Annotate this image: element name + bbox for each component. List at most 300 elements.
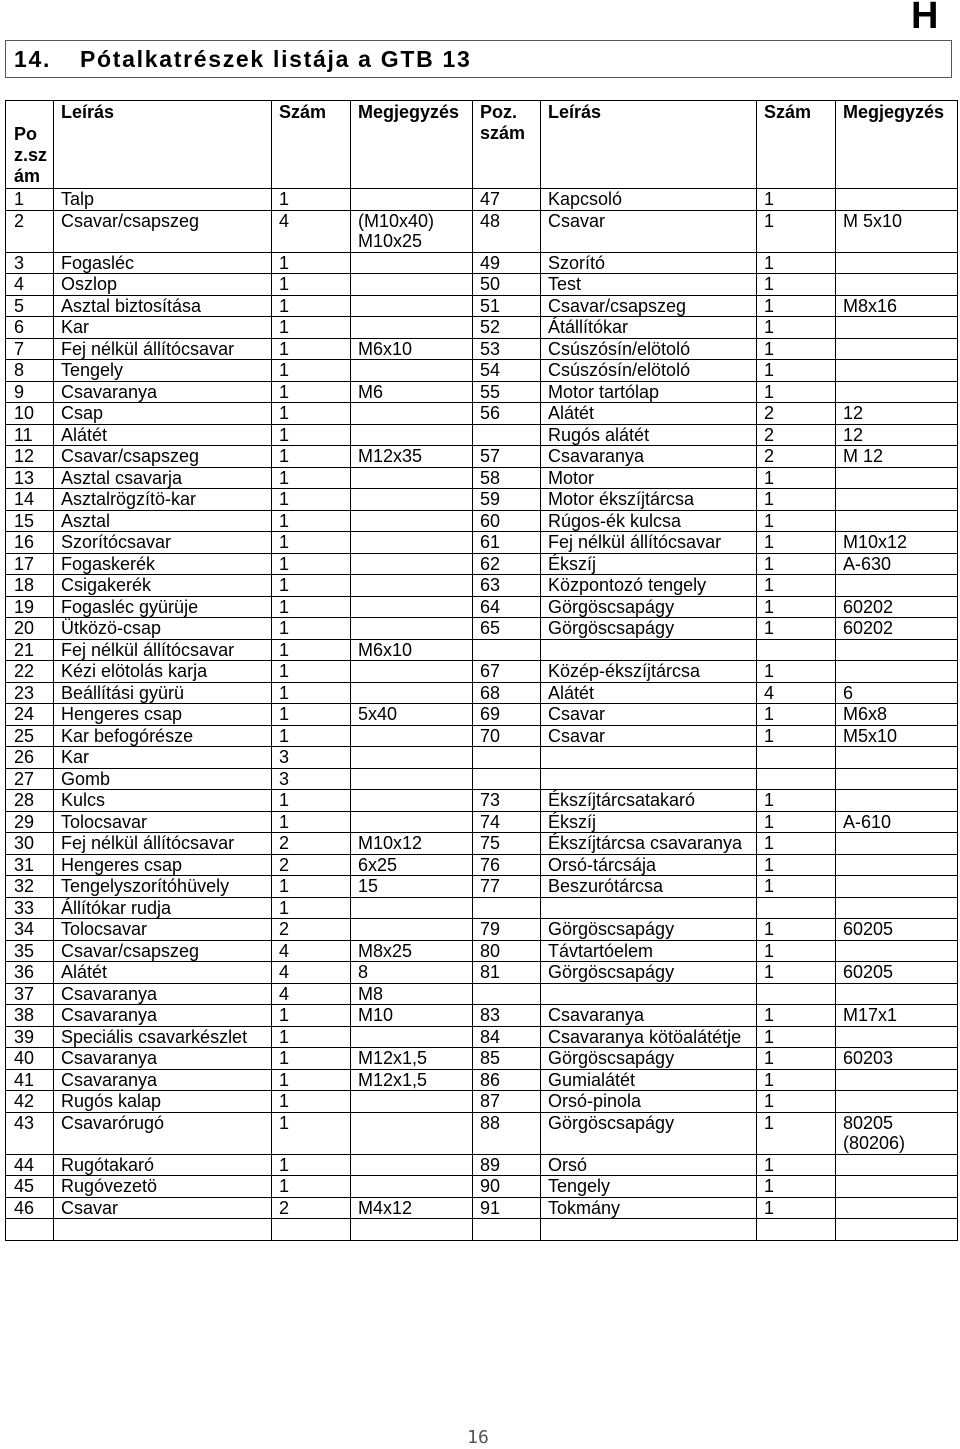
- empty-cell: [836, 1219, 958, 1241]
- left-note-cell: [351, 360, 473, 382]
- table-row: [6, 295, 958, 317]
- right-note-cell: M17x1: [836, 1005, 958, 1027]
- right-pos-cell: 81: [473, 962, 541, 984]
- left-quantity-cell: 1: [272, 1048, 351, 1070]
- header-right-note: Megjegyzés: [836, 101, 958, 189]
- right-description-cell: Tengely: [541, 1176, 757, 1198]
- left-pos-cell: 38: [6, 1005, 54, 1027]
- left-pos-cell: 12: [6, 446, 54, 468]
- left-note-cell: [351, 661, 473, 683]
- left-pos-cell: 14: [6, 489, 54, 511]
- table-row: [6, 833, 958, 855]
- left-quantity-cell: 1: [272, 467, 351, 489]
- left-description-cell: Alátét: [54, 424, 272, 446]
- right-description-cell: [541, 639, 757, 661]
- left-description-cell: Asztal biztosítása: [54, 295, 272, 317]
- right-description-cell: Gumialátét: [541, 1069, 757, 1091]
- table-row: [6, 940, 958, 962]
- right-quantity-cell: 1: [757, 553, 836, 575]
- right-quantity-cell: 1: [757, 381, 836, 403]
- right-description-cell: Motor tartólap: [541, 381, 757, 403]
- left-pos-cell: 10: [6, 403, 54, 425]
- left-quantity-cell: 1: [272, 876, 351, 898]
- right-pos-cell: 47: [473, 189, 541, 211]
- right-description-cell: Távtartóelem: [541, 940, 757, 962]
- right-description-cell: Orsó-tárcsája: [541, 854, 757, 876]
- table-row: [6, 510, 958, 532]
- table-row: [6, 811, 958, 833]
- right-note-cell: 12: [836, 424, 958, 446]
- right-quantity-cell: 1: [757, 704, 836, 726]
- right-pos-cell: 91: [473, 1197, 541, 1219]
- right-description-cell: Görgöscsapágy: [541, 919, 757, 941]
- right-pos-cell: 48: [473, 210, 541, 252]
- table-row: [6, 575, 958, 597]
- table-header-row: [6, 101, 958, 189]
- right-pos-cell: 74: [473, 811, 541, 833]
- right-quantity-cell: 1: [757, 962, 836, 984]
- right-quantity-cell: 1: [757, 210, 836, 252]
- left-description-cell: Asztal: [54, 510, 272, 532]
- right-pos-cell: 80: [473, 940, 541, 962]
- left-pos-cell: 37: [6, 983, 54, 1005]
- left-note-cell: M6: [351, 381, 473, 403]
- left-note-cell: M12x1,5: [351, 1048, 473, 1070]
- left-description-cell: Gomb: [54, 768, 272, 790]
- left-pos-cell: 8: [6, 360, 54, 382]
- left-quantity-cell: 1: [272, 1112, 351, 1154]
- right-pos-cell: 86: [473, 1069, 541, 1091]
- right-note-cell: A-610: [836, 811, 958, 833]
- left-note-cell: [351, 274, 473, 296]
- left-pos-cell: 26: [6, 747, 54, 769]
- right-description-cell: Fej nélkül állítócsavar: [541, 532, 757, 554]
- left-pos-cell: 39: [6, 1026, 54, 1048]
- left-note-cell: 6x25: [351, 854, 473, 876]
- right-quantity-cell: [757, 897, 836, 919]
- right-quantity-cell: 1: [757, 1154, 836, 1176]
- left-pos-cell: 5: [6, 295, 54, 317]
- left-pos-cell: 23: [6, 682, 54, 704]
- left-pos-cell: 20: [6, 618, 54, 640]
- right-note-cell: [836, 274, 958, 296]
- left-note-cell: [351, 1112, 473, 1154]
- right-description-cell: Csavar: [541, 704, 757, 726]
- left-note-cell: 15: [351, 876, 473, 898]
- right-description-cell: Görgöscsapágy: [541, 618, 757, 640]
- right-pos-cell: 50: [473, 274, 541, 296]
- table-row: [6, 1048, 958, 1070]
- left-description-cell: Csavaranya: [54, 1069, 272, 1091]
- left-description-cell: Csavaranya: [54, 983, 272, 1005]
- left-description-cell: Rugóvezetö: [54, 1176, 272, 1198]
- right-quantity-cell: 2: [757, 424, 836, 446]
- left-description-cell: Tengelyszorítóhüvely: [54, 876, 272, 898]
- left-note-cell: [351, 1154, 473, 1176]
- right-note-cell: [836, 1026, 958, 1048]
- left-note-cell: [351, 575, 473, 597]
- right-quantity-cell: 1: [757, 661, 836, 683]
- table-row: [6, 1176, 958, 1198]
- left-note-cell: [351, 747, 473, 769]
- table-row: [6, 1197, 958, 1219]
- left-pos-cell: 42: [6, 1091, 54, 1113]
- right-quantity-cell: 2: [757, 403, 836, 425]
- left-note-cell: M4x12: [351, 1197, 473, 1219]
- left-pos-cell: 17: [6, 553, 54, 575]
- left-description-cell: Csavar/csapszeg: [54, 940, 272, 962]
- table-row: [6, 467, 958, 489]
- right-quantity-cell: 1: [757, 189, 836, 211]
- left-quantity-cell: 2: [272, 833, 351, 855]
- table-row: [6, 424, 958, 446]
- left-description-cell: Oszlop: [54, 274, 272, 296]
- left-quantity-cell: 2: [272, 854, 351, 876]
- left-quantity-cell: 1: [272, 1069, 351, 1091]
- left-note-cell: M6x10: [351, 639, 473, 661]
- left-description-cell: Fogasléc: [54, 252, 272, 274]
- left-pos-cell: 29: [6, 811, 54, 833]
- right-quantity-cell: 2: [757, 446, 836, 468]
- table-row: [6, 639, 958, 661]
- left-pos-cell: 46: [6, 1197, 54, 1219]
- right-description-cell: Csavaranya: [541, 1005, 757, 1027]
- left-description-cell: Kar befogórésze: [54, 725, 272, 747]
- left-note-cell: [351, 295, 473, 317]
- left-pos-cell: 9: [6, 381, 54, 403]
- table-row: [6, 704, 958, 726]
- right-quantity-cell: 1: [757, 1197, 836, 1219]
- right-pos-cell: 52: [473, 317, 541, 339]
- right-note-cell: M5x10: [836, 725, 958, 747]
- right-note-cell: [836, 338, 958, 360]
- right-note-cell: [836, 790, 958, 812]
- right-note-cell: [836, 768, 958, 790]
- right-description-cell: Csavar/csapszeg: [541, 295, 757, 317]
- right-description-cell: Ékszíj: [541, 553, 757, 575]
- left-note-cell: [351, 618, 473, 640]
- right-pos-cell: [473, 897, 541, 919]
- right-note-cell: [836, 252, 958, 274]
- left-quantity-cell: 4: [272, 210, 351, 252]
- left-quantity-cell: 1: [272, 532, 351, 554]
- right-description-cell: Csúszósín/elötoló: [541, 338, 757, 360]
- table-row: [6, 768, 958, 790]
- right-description-cell: Test: [541, 274, 757, 296]
- right-note-cell: M6x8: [836, 704, 958, 726]
- right-pos-cell: 87: [473, 1091, 541, 1113]
- right-description-cell: [541, 983, 757, 1005]
- table-row: [6, 919, 958, 941]
- left-note-cell: M6x10: [351, 338, 473, 360]
- table-row: [6, 1091, 958, 1113]
- right-quantity-cell: 1: [757, 596, 836, 618]
- table-body: [6, 189, 958, 1241]
- right-description-cell: Csúszósín/elötoló: [541, 360, 757, 382]
- right-description-cell: Motor ékszíjtárcsa: [541, 489, 757, 511]
- parts-list-table: [5, 100, 958, 1241]
- right-description-cell: Szorító: [541, 252, 757, 274]
- left-description-cell: Speciális csavarkészlet: [54, 1026, 272, 1048]
- right-note-cell: [836, 360, 958, 382]
- right-note-cell: [836, 317, 958, 339]
- table-row: [6, 381, 958, 403]
- right-note-cell: M 12: [836, 446, 958, 468]
- left-pos-cell: 32: [6, 876, 54, 898]
- right-description-cell: Görgöscsapágy: [541, 962, 757, 984]
- empty-cell: [351, 1219, 473, 1241]
- left-description-cell: Fej nélkül állítócsavar: [54, 833, 272, 855]
- table-row: [6, 876, 958, 898]
- right-note-cell: [836, 940, 958, 962]
- right-pos-cell: 51: [473, 295, 541, 317]
- right-description-cell: Ékszíjtárcsatakaró: [541, 790, 757, 812]
- right-note-cell: [836, 661, 958, 683]
- right-description-cell: Csavar: [541, 725, 757, 747]
- left-description-cell: Asztal csavarja: [54, 467, 272, 489]
- left-quantity-cell: 4: [272, 983, 351, 1005]
- left-quantity-cell: 1: [272, 1005, 351, 1027]
- left-quantity-cell: 1: [272, 1026, 351, 1048]
- left-pos-cell: 41: [6, 1069, 54, 1091]
- header-right-quantity: Szám: [757, 101, 836, 189]
- right-note-cell: [836, 489, 958, 511]
- right-quantity-cell: 1: [757, 940, 836, 962]
- left-note-cell: M10: [351, 1005, 473, 1027]
- right-pos-cell: 56: [473, 403, 541, 425]
- left-quantity-cell: 1: [272, 811, 351, 833]
- right-pos-cell: 65: [473, 618, 541, 640]
- right-note-cell: M10x12: [836, 532, 958, 554]
- left-quantity-cell: 1: [272, 553, 351, 575]
- right-note-cell: 6: [836, 682, 958, 704]
- right-quantity-cell: 1: [757, 618, 836, 640]
- right-pos-cell: 67: [473, 661, 541, 683]
- right-description-cell: Alátét: [541, 682, 757, 704]
- empty-cell: [6, 1219, 54, 1241]
- left-pos-cell: 43: [6, 1112, 54, 1154]
- empty-cell: [757, 1219, 836, 1241]
- left-description-cell: Fej nélkül állítócsavar: [54, 639, 272, 661]
- right-pos-cell: 88: [473, 1112, 541, 1154]
- left-pos-cell: 25: [6, 725, 54, 747]
- left-quantity-cell: 3: [272, 747, 351, 769]
- right-note-cell: [836, 1197, 958, 1219]
- left-pos-cell: 35: [6, 940, 54, 962]
- right-quantity-cell: 1: [757, 725, 836, 747]
- table-row: [6, 747, 958, 769]
- right-quantity-cell: 1: [757, 811, 836, 833]
- right-pos-cell: 55: [473, 381, 541, 403]
- right-note-cell: 12: [836, 403, 958, 425]
- left-pos-cell: 13: [6, 467, 54, 489]
- right-description-cell: Csavaranya kötöalátétje: [541, 1026, 757, 1048]
- right-pos-cell: 90: [473, 1176, 541, 1198]
- left-note-cell: [351, 1176, 473, 1198]
- left-description-cell: Csavaranya: [54, 381, 272, 403]
- right-description-cell: Átállítókar: [541, 317, 757, 339]
- left-note-cell: [351, 811, 473, 833]
- right-description-cell: Orsó-pinola: [541, 1091, 757, 1113]
- right-note-cell: [836, 1091, 958, 1113]
- left-description-cell: Csap: [54, 403, 272, 425]
- left-quantity-cell: 1: [272, 381, 351, 403]
- right-note-cell: [836, 983, 958, 1005]
- left-note-cell: [351, 403, 473, 425]
- empty-cell: [541, 1219, 757, 1241]
- left-description-cell: Kulcs: [54, 790, 272, 812]
- left-pos-cell: 3: [6, 252, 54, 274]
- section-number: 14.: [14, 45, 52, 72]
- table-row: [6, 189, 958, 211]
- right-description-cell: Görgöscsapágy: [541, 596, 757, 618]
- left-note-cell: [351, 424, 473, 446]
- header-left-pos-label: Poz.szám: [14, 124, 48, 186]
- right-pos-cell: 73: [473, 790, 541, 812]
- left-quantity-cell: 1: [272, 1176, 351, 1198]
- right-pos-cell: 84: [473, 1026, 541, 1048]
- right-pos-cell: 59: [473, 489, 541, 511]
- left-pos-cell: 18: [6, 575, 54, 597]
- left-note-cell: [351, 252, 473, 274]
- table-row: [6, 317, 958, 339]
- left-pos-cell: 40: [6, 1048, 54, 1070]
- table-row: [6, 1154, 958, 1176]
- left-description-cell: Csavar/csapszeg: [54, 210, 272, 252]
- left-pos-cell: 44: [6, 1154, 54, 1176]
- left-note-cell: 5x40: [351, 704, 473, 726]
- left-note-cell: [351, 467, 473, 489]
- right-note-cell: 60203: [836, 1048, 958, 1070]
- right-note-cell: M 5x10: [836, 210, 958, 252]
- left-pos-cell: 31: [6, 854, 54, 876]
- left-note-cell: M8x25: [351, 940, 473, 962]
- right-description-cell: [541, 747, 757, 769]
- left-pos-cell: 27: [6, 768, 54, 790]
- right-pos-cell: 85: [473, 1048, 541, 1070]
- left-pos-cell: 24: [6, 704, 54, 726]
- left-description-cell: Fej nélkül állítócsavar: [54, 338, 272, 360]
- table-row: [6, 1112, 958, 1154]
- left-note-cell: [351, 790, 473, 812]
- right-description-cell: Közép-ékszíjtárcsa: [541, 661, 757, 683]
- left-description-cell: Hengeres csap: [54, 854, 272, 876]
- left-quantity-cell: 1: [272, 446, 351, 468]
- left-description-cell: Csigakerék: [54, 575, 272, 597]
- header-right-pos: Poz. szám: [473, 101, 541, 189]
- right-quantity-cell: 1: [757, 252, 836, 274]
- left-note-cell: [351, 510, 473, 532]
- table-row: [6, 725, 958, 747]
- left-pos-cell: 4: [6, 274, 54, 296]
- left-description-cell: Csavaranya: [54, 1048, 272, 1070]
- right-pos-cell: 60: [473, 510, 541, 532]
- left-quantity-cell: 1: [272, 682, 351, 704]
- right-note-cell: [836, 747, 958, 769]
- right-quantity-cell: 1: [757, 1026, 836, 1048]
- left-quantity-cell: 1: [272, 403, 351, 425]
- right-description-cell: Csavaranya: [541, 446, 757, 468]
- left-description-cell: Alátét: [54, 962, 272, 984]
- left-quantity-cell: 1: [272, 295, 351, 317]
- header-left-description: Leírás: [54, 101, 272, 189]
- right-description-cell: Rúgos-ék kulcsa: [541, 510, 757, 532]
- left-quantity-cell: 1: [272, 639, 351, 661]
- right-note-cell: [836, 833, 958, 855]
- left-quantity-cell: 1: [272, 725, 351, 747]
- empty-cell: [272, 1219, 351, 1241]
- right-note-cell: [836, 639, 958, 661]
- right-quantity-cell: 1: [757, 1112, 836, 1154]
- left-quantity-cell: 1: [272, 661, 351, 683]
- left-description-cell: Kar: [54, 317, 272, 339]
- right-description-cell: Görgöscsapágy: [541, 1112, 757, 1154]
- left-quantity-cell: 1: [272, 1091, 351, 1113]
- right-note-cell: 60202: [836, 618, 958, 640]
- left-description-cell: Kar: [54, 747, 272, 769]
- right-quantity-cell: 1: [757, 295, 836, 317]
- left-pos-cell: 15: [6, 510, 54, 532]
- right-quantity-cell: 1: [757, 790, 836, 812]
- right-pos-cell: 61: [473, 532, 541, 554]
- table-row: [6, 489, 958, 511]
- header-left-pos: [6, 101, 54, 189]
- left-note-cell: [351, 897, 473, 919]
- right-note-cell: [836, 1176, 958, 1198]
- left-quantity-cell: 2: [272, 919, 351, 941]
- right-quantity-cell: 1: [757, 1048, 836, 1070]
- right-quantity-cell: 1: [757, 1005, 836, 1027]
- left-pos-cell: 21: [6, 639, 54, 661]
- right-quantity-cell: 1: [757, 876, 836, 898]
- left-description-cell: Csavarórugó: [54, 1112, 272, 1154]
- table-row: [6, 596, 958, 618]
- right-quantity-cell: 1: [757, 919, 836, 941]
- right-note-cell: [836, 1154, 958, 1176]
- right-quantity-cell: 1: [757, 854, 836, 876]
- left-description-cell: Tolocsavar: [54, 919, 272, 941]
- right-description-cell: Görgöscsapágy: [541, 1048, 757, 1070]
- table-row: [6, 983, 958, 1005]
- left-note-cell: [351, 596, 473, 618]
- right-description-cell: Ékszíjtárcsa csavaranya: [541, 833, 757, 855]
- left-quantity-cell: 3: [272, 768, 351, 790]
- left-note-cell: [351, 682, 473, 704]
- table-row: [6, 854, 958, 876]
- left-description-cell: Szorítócsavar: [54, 532, 272, 554]
- left-note-cell: M10x12: [351, 833, 473, 855]
- right-pos-cell: 63: [473, 575, 541, 597]
- left-pos-cell: 33: [6, 897, 54, 919]
- table-row: [6, 1005, 958, 1027]
- right-note-cell: [836, 189, 958, 211]
- right-description-cell: Tokmány: [541, 1197, 757, 1219]
- section-letter: H: [911, 0, 939, 37]
- table-row: [6, 618, 958, 640]
- left-description-cell: Csavar: [54, 1197, 272, 1219]
- right-pos-cell: 57: [473, 446, 541, 468]
- left-quantity-cell: 1: [272, 338, 351, 360]
- table-row: [6, 1069, 958, 1091]
- left-pos-cell: 28: [6, 790, 54, 812]
- left-quantity-cell: 1: [272, 704, 351, 726]
- right-quantity-cell: 1: [757, 510, 836, 532]
- right-pos-cell: 76: [473, 854, 541, 876]
- left-quantity-cell: 1: [272, 790, 351, 812]
- title-box: [5, 40, 952, 78]
- right-quantity-cell: [757, 768, 836, 790]
- left-description-cell: Állítókar rudja: [54, 897, 272, 919]
